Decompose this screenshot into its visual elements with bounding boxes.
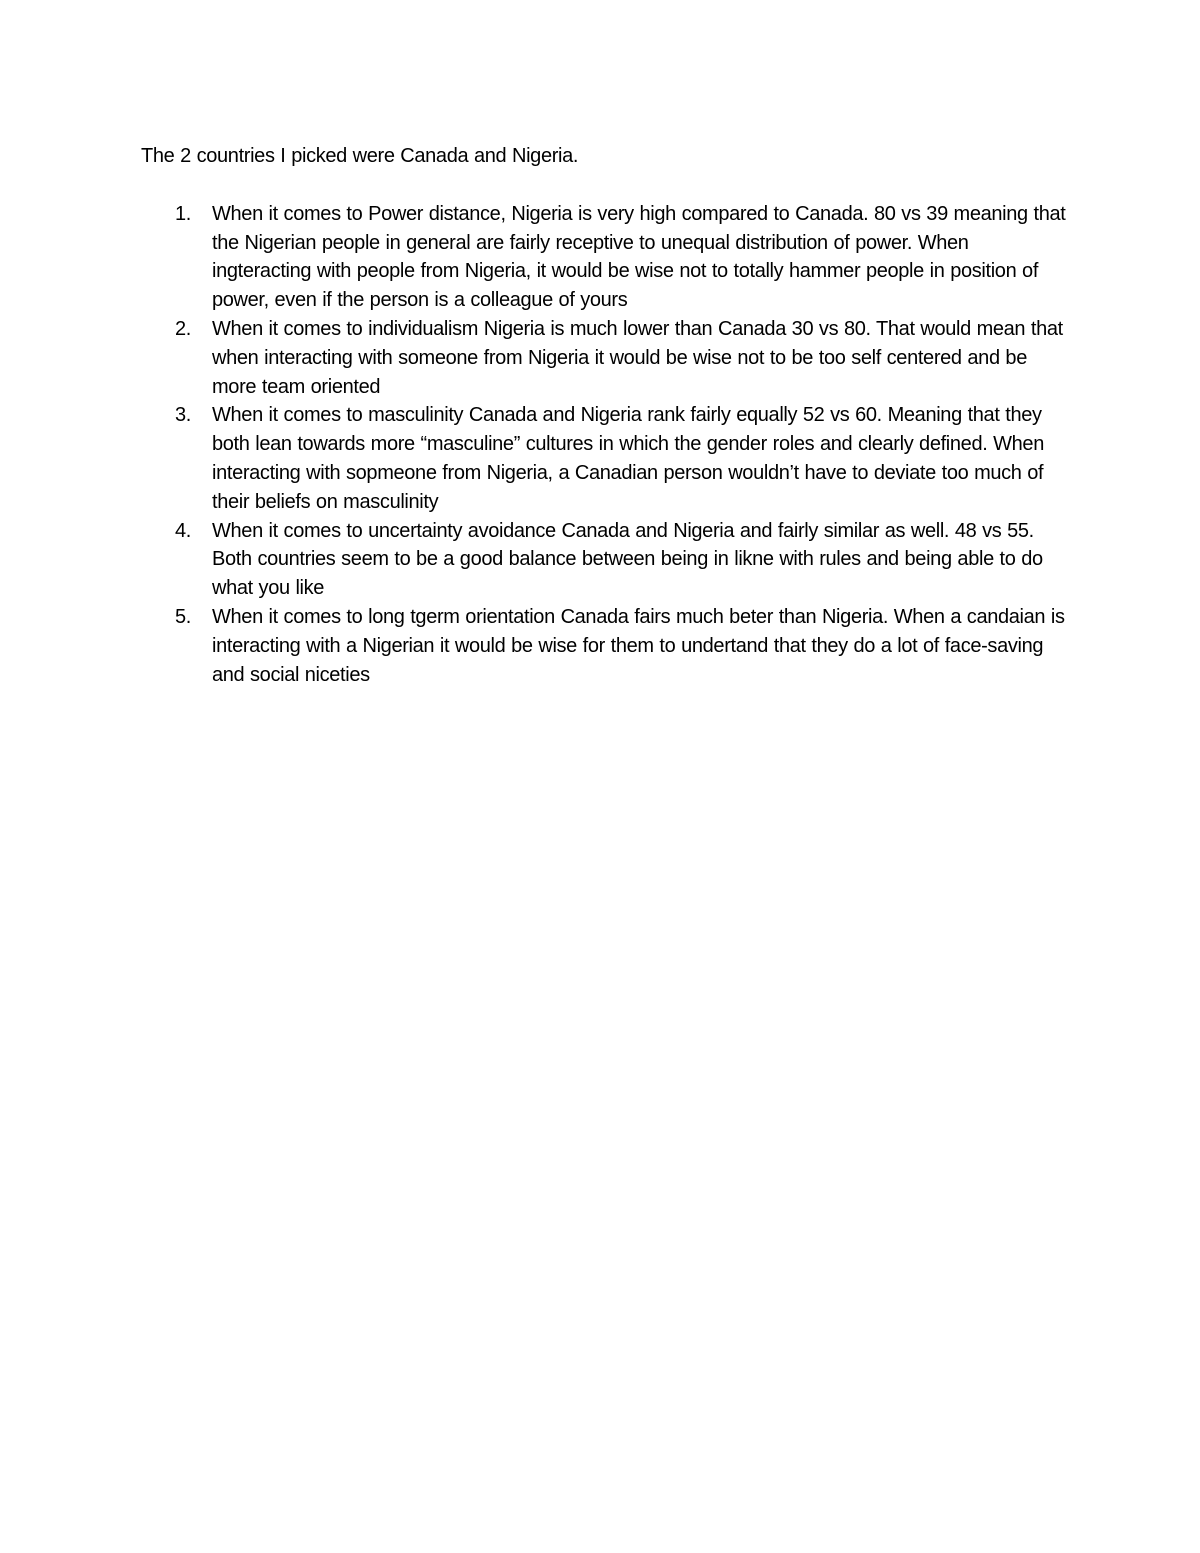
list-item-text: When it comes to individualism Nigeria is much lower than Canada 30 vs 80. That would mean that when interacting with someone from Nigeria it would be wise not to be too self centered and be more team oriented — [212, 317, 1063, 398]
list-item-number: 2. — [175, 317, 191, 340]
document-body — [141, 142, 1066, 689]
list-item-number: 3. — [175, 404, 191, 427]
list-item-text: When it comes to long tgerm orientation Canada fairs much beter than Nigeria. When a candaian is interacting with a Nigerian it would be wise for them to undertand that they do a lot of face-saving and social niceties — [212, 605, 1065, 686]
intro-paragraph: The 2 countries I picked were Canada and Nigeria. — [141, 145, 579, 167]
numbered-list — [141, 200, 1066, 690]
list-item-number: 5. — [175, 605, 191, 628]
list-item — [141, 603, 1066, 689]
list-item — [141, 517, 1066, 603]
list-item — [141, 401, 1066, 516]
list-item — [141, 315, 1066, 401]
list-item-text: When it comes to Power distance, Nigeria is very high compared to Canada. 80 vs 39 meaning that the Nigerian people in general are fairly receptive to unequal distribution of power. When ingteracting with people from Nigeria, it would be wise not to totally hammer people in position of power, even if the person is a colleague of yours — [212, 202, 1066, 312]
list-item-text: When it comes to masculinity Canada and Nigeria rank fairly equally 52 vs 60. Meaning that they both lean towards more “masculine” cultures in which the gender roles and clearly defined. When interacting with sopmeone from Nigeria, a Canadian person wouldn’t have to deviate too much of their beliefs on masculinity — [212, 404, 1044, 513]
list-item-number: 1. — [175, 202, 191, 225]
list-item — [141, 200, 1066, 315]
list-item-text: When it comes to uncertainty avoidance Canada and Nigeria and fairly similar as well. 48 vs 55. Both countries seem to be a good balance between being in likne with rules and being able to do what you like — [212, 519, 1043, 600]
list-item-number: 4. — [175, 519, 191, 542]
